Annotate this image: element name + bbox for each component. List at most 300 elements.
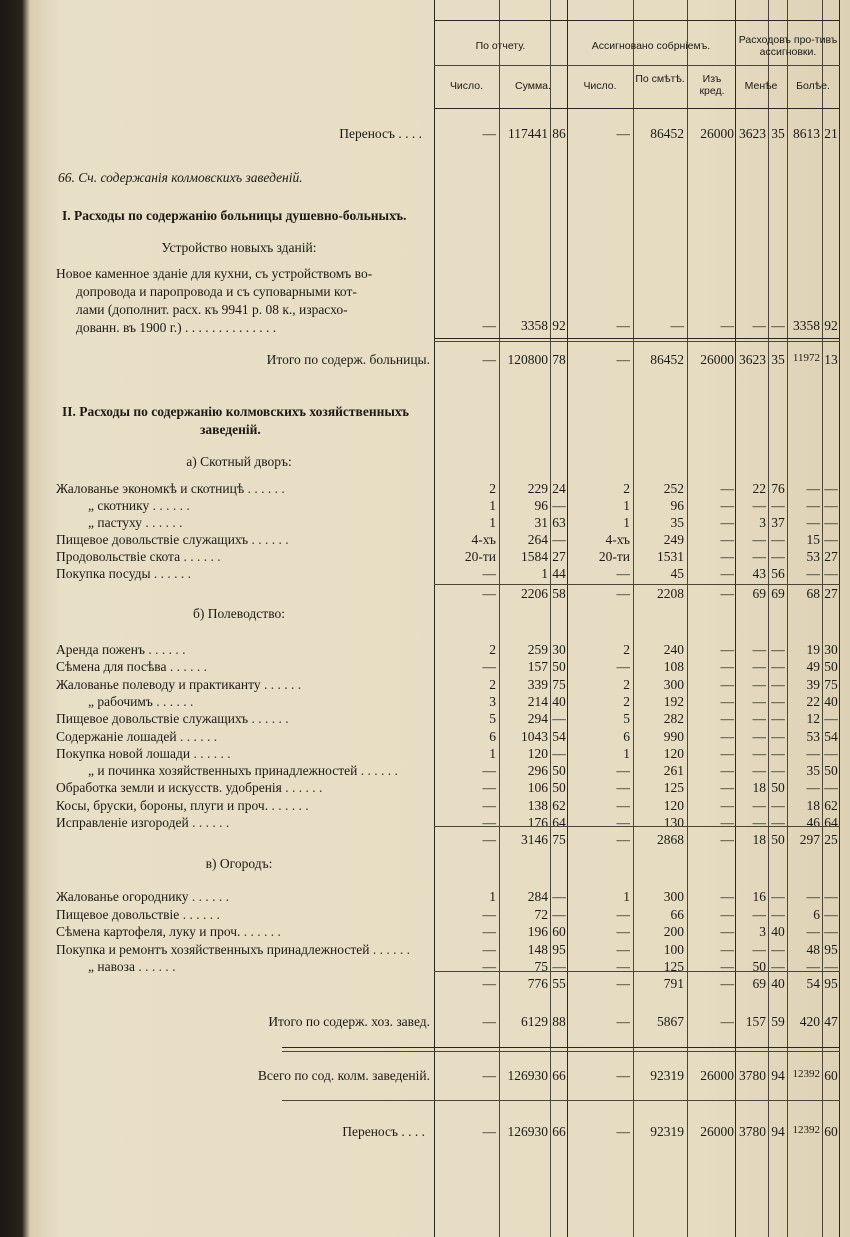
table-row-label: „ и починка хозяйственныхъ принадлежностей . . . . . . (88, 763, 398, 779)
table-cell: — (771, 711, 785, 727)
table-cell: 68 (806, 586, 820, 601)
header-iz-kred: Изъ кред. (699, 73, 725, 97)
row-label-text: Косы, бруски, бороны, плуги и проч. (56, 797, 269, 813)
table-cell: 229 (527, 481, 548, 496)
table-cell: 176 (527, 815, 548, 830)
header-raskhodov: Расходовъ про-тивъ ассигновки. (738, 34, 838, 58)
table-cell: 2 (623, 693, 630, 709)
table-row-label: Покупка новой лошади . . . . . . (56, 745, 231, 761)
table-cell: — (482, 797, 496, 813)
table-cell: 3623 (739, 126, 766, 141)
table-cell: — (771, 941, 785, 957)
table-cell: — (752, 642, 766, 657)
table-cell: 31 (534, 515, 548, 530)
table-cell: 54 (806, 976, 820, 991)
table-cell: — (771, 318, 785, 333)
table-cell: 776 (527, 976, 548, 991)
subtotal-rule (434, 338, 840, 339)
table-cell: 296 (527, 763, 548, 779)
table-cell: 420 (799, 1014, 820, 1029)
table-cell: 26000 (700, 1124, 734, 1139)
table-cell: — (482, 832, 496, 847)
table-cell: 339 (527, 676, 548, 692)
table-cell: — (720, 481, 734, 496)
table-cell: 35 (806, 763, 820, 779)
table-cell: — (771, 676, 785, 692)
table-cell: 22 (752, 481, 766, 496)
table-cell: 27 (552, 549, 566, 564)
novoe-zdanie-line2: допровода и паропровода и съ суповарными кот- (76, 284, 357, 299)
table-cell: 106 (527, 780, 548, 796)
table-cell: — (720, 711, 734, 727)
table-cell: 126930 (507, 1124, 548, 1139)
table-cell: 138 (527, 797, 548, 813)
row-label-text: Исправленіе изгородей (56, 815, 189, 830)
table-cell: — (771, 906, 785, 922)
table-cell: — (752, 763, 766, 779)
table-cell: 35 (771, 352, 785, 367)
table-cell: — (482, 126, 496, 141)
table-cell: 96 (534, 498, 548, 513)
table-cell: 1 (489, 889, 496, 904)
table-cell: 26000 (700, 126, 734, 141)
table-cell: — (720, 797, 734, 813)
sub-v-heading: в) Огородъ: (205, 856, 273, 871)
table-cell: 92 (552, 318, 566, 333)
table-cell: 3358 (793, 318, 820, 333)
table-cell: 5 (489, 711, 496, 727)
table-cell: 120 (663, 745, 684, 761)
table-cell: 157 (527, 659, 548, 675)
table-row-label: Жалованье огороднику . . . . . . (56, 889, 230, 904)
table-cell: 50 (552, 659, 566, 675)
table-cell: 6 (489, 728, 496, 744)
table-cell: — (824, 780, 838, 796)
table-cell: — (616, 797, 630, 813)
table-row-label: „ рабочимъ . . . . . . (88, 693, 194, 709)
table-cell: — (720, 498, 734, 513)
table-cell: 50 (752, 959, 766, 974)
table-cell: — (771, 815, 785, 830)
table-cell: 282 (663, 711, 684, 727)
table-cell: — (482, 815, 496, 830)
table-cell: 92319 (650, 1068, 684, 1083)
table-cell: 50 (771, 832, 785, 847)
table-cell: 48 (806, 941, 820, 957)
table-cell: 3 (759, 924, 766, 939)
table-row-label: Пищевое довольствіе служащихъ . . . . . . (56, 532, 289, 547)
table-cell: — (824, 532, 838, 547)
table-cell: — (720, 780, 734, 796)
table-cell: 294 (527, 711, 548, 727)
table-cell: 76 (771, 481, 785, 496)
row-label-text: Покупка посуды (56, 566, 151, 581)
table-cell: 86452 (650, 352, 684, 367)
table-cell: 18 (752, 832, 766, 847)
table-cell: 56 (771, 566, 785, 581)
table-cell: 261 (663, 763, 684, 779)
table-cell: 64 (824, 815, 838, 830)
table-cell: — (720, 1014, 734, 1029)
table-cell: 86452 (650, 126, 684, 141)
table-cell: 46 (806, 815, 820, 830)
table-cell: 95 (552, 941, 566, 957)
grand-total-rule (282, 1100, 840, 1101)
row-label-text: Пищевое довольствіе (56, 906, 180, 922)
table-cell: 54 (552, 728, 566, 744)
header-chislo-assign: Число. (583, 80, 617, 92)
table-cell: — (752, 676, 766, 692)
table-cell: — (752, 659, 766, 675)
table-cell: 2 (623, 676, 630, 692)
table-cell: 791 (663, 976, 684, 991)
table-cell: 1 (489, 498, 496, 513)
table-row-label: Содержаніе лошадей . . . . . . (56, 728, 218, 744)
table-cell: — (616, 832, 630, 847)
table-cell: 50 (552, 780, 566, 796)
table-cell: — (616, 763, 630, 779)
table-row-label: Покупка и ремонтъ хозяйственныхъ принадлежностей . . . . . . (56, 941, 410, 957)
row-label-text: „ навоза (88, 959, 135, 974)
table-cell: — (752, 815, 766, 830)
table-cell: 40 (552, 693, 566, 709)
table-row-label: Пищевое довольствіе служащихъ . . . . . . (56, 711, 289, 727)
itogo-bolnicy-label: Итого по содерж. больницы. (266, 352, 430, 367)
table-cell: 3780 (739, 1068, 766, 1083)
table-cell: 2208 (657, 586, 684, 601)
table-cell: — (824, 924, 838, 939)
table-row-label: Обработка земли и искусств. удобренія . . . . . . (56, 780, 323, 796)
table-cell: — (806, 959, 820, 974)
table-cell: 59 (771, 1014, 785, 1029)
row-label-text: Обработка земли и искусств. удобренія (56, 780, 282, 796)
table-cell: 55 (552, 976, 566, 991)
table-cell: 264 (527, 532, 548, 547)
table-cell: — (720, 976, 734, 991)
table-cell: 18 (806, 797, 820, 813)
novoe-zdanie-line1: Новое каменное зданіе для кухни, съ устройствомъ во- (56, 266, 373, 281)
table-cell: — (824, 481, 838, 496)
table-cell: 6 (623, 728, 630, 744)
table-cell: — (616, 906, 630, 922)
table-cell: — (720, 889, 734, 904)
table-cell: 1043 (521, 728, 548, 744)
table-cell: — (616, 976, 630, 991)
table-cell: 2 (489, 481, 496, 496)
header-summa: Сумма. (515, 80, 551, 92)
vsego-label: Всего по сод. колм. заведеній. (257, 1068, 430, 1083)
table-cell: 300 (663, 889, 684, 904)
table-cell: — (552, 889, 566, 904)
table-cell: — (552, 498, 566, 513)
table-cell: 40 (771, 924, 785, 939)
table-cell: — (752, 549, 766, 564)
table-cell: 1 (489, 515, 496, 530)
row-label-text: Жалованье экономкѣ и скотницѣ (56, 481, 245, 496)
table-cell: — (552, 959, 566, 974)
table-cell: — (752, 711, 766, 727)
table-cell: 96 (670, 498, 684, 513)
table-cell: 24 (552, 481, 566, 496)
row-label-text: Содержаніе лошадей (56, 728, 177, 744)
table-cell: 3 (489, 693, 496, 709)
table-cell: — (720, 549, 734, 564)
row-label-text: „ скотнику (88, 498, 150, 513)
table-cell: — (752, 318, 766, 333)
table-cell: — (720, 515, 734, 530)
table-cell: 20-ти (598, 549, 630, 564)
table-cell: 1 (623, 889, 630, 904)
table-cell: — (824, 566, 838, 581)
table-cell: 69 (771, 586, 785, 601)
table-cell: — (720, 906, 734, 922)
table-cell: 4-хъ (605, 532, 630, 547)
table-cell: 240 (663, 642, 684, 657)
table-cell: 25 (824, 832, 838, 847)
table-cell: 1584 (521, 549, 548, 564)
table-cell: — (616, 1014, 630, 1029)
table-row-label: Покупка посуды . . . . . . (56, 566, 192, 581)
novoe-zdanie-line3: лами (дополнит. расх. къ 9941 р. 08 к., израсхо- (76, 302, 348, 317)
table-cell: 100 (663, 941, 684, 957)
table-cell: 50 (771, 780, 785, 796)
table-row-label: Сѣмена картофеля, луку и проч. . . . . . . (56, 924, 281, 939)
table-cell: — (752, 941, 766, 957)
table-cell: 45 (670, 566, 684, 581)
table-cell: 49 (806, 659, 820, 675)
table-cell: 43 (752, 566, 766, 581)
table-cell: — (771, 797, 785, 813)
table-cell: — (720, 924, 734, 939)
table-cell: — (824, 959, 838, 974)
table-cell: 2 (489, 676, 496, 692)
perenos-bottom-label: Переносъ . . . . (342, 1124, 425, 1139)
sub-a-heading: а) Скотный дворъ: (186, 454, 292, 469)
table-cell: 92 (824, 318, 838, 333)
table-cell: — (482, 924, 496, 939)
ustroistvo-heading: Устройство новыхъ зданій: (161, 240, 317, 255)
table-cell: 40 (824, 693, 838, 709)
table-row-label: „ пастуху . . . . . . (88, 515, 183, 530)
table-cell: 95 (824, 941, 838, 957)
table-cell: 75 (552, 676, 566, 692)
table-cell: 27 (824, 586, 838, 601)
table-cell: 44 (552, 566, 566, 581)
header-bolee: Болѣе. (796, 80, 830, 92)
table-cell: — (616, 924, 630, 939)
table-cell: 8613 (793, 126, 820, 141)
table-cell: 3 (759, 515, 766, 530)
table-cell: 3146 (521, 832, 548, 847)
table-cell: — (482, 959, 496, 974)
table-cell: — (720, 745, 734, 761)
table-cell: — (771, 959, 785, 974)
table-cell: — (720, 728, 734, 744)
row-label-text: Сѣмена для посѣва (56, 659, 167, 675)
table-cell: — (616, 318, 630, 333)
table-cell: — (482, 1068, 496, 1083)
table-cell: — (806, 889, 820, 904)
row-label-text: Продовольствіе скота (56, 549, 181, 564)
table-cell: 75 (824, 676, 838, 692)
table-cell: 2 (489, 642, 496, 657)
table-cell: 1 (489, 745, 496, 761)
table-cell: — (771, 659, 785, 675)
table-cell: 92319 (650, 1124, 684, 1139)
table-cell: — (616, 126, 630, 141)
table-cell: — (771, 549, 785, 564)
grand-total-rule (282, 1047, 840, 1048)
table-cell: 54 (824, 728, 838, 744)
table-cell: 40 (771, 976, 785, 991)
table-cell: 37 (771, 515, 785, 530)
table-cell: 6 (813, 906, 820, 922)
table-row-label: Косы, бруски, бороны, плуги и проч. . . . . . . (56, 797, 309, 813)
table-cell: — (482, 586, 496, 601)
table-cell: 259 (527, 642, 548, 657)
table-cell: — (771, 889, 785, 904)
table-cell: — (720, 318, 734, 333)
table-cell: 297 (799, 832, 820, 847)
table-cell: 62 (552, 797, 566, 813)
table-cell: 130 (663, 815, 684, 830)
table-cell: 58 (552, 586, 566, 601)
table-cell: 13 (824, 352, 838, 367)
table-cell: — (824, 889, 838, 904)
table-cell: 60 (824, 1124, 838, 1139)
table-cell: 1 (623, 515, 630, 530)
table-cell: — (616, 780, 630, 796)
table-cell: 3780 (739, 1124, 766, 1139)
table-row-label: Продовольствіе скота . . . . . . (56, 549, 221, 564)
table-cell: 990 (663, 728, 684, 744)
table-cell: — (752, 745, 766, 761)
table-cell: — (824, 906, 838, 922)
table-cell: — (771, 532, 785, 547)
table-cell: — (720, 693, 734, 709)
table-cell: 19 (806, 642, 820, 657)
table-cell: 2868 (657, 832, 684, 847)
table-cell: 78 (552, 352, 566, 367)
table-cell: 1 (623, 745, 630, 761)
table-cell: — (552, 906, 566, 922)
table-cell: — (720, 941, 734, 957)
table-cell: — (806, 924, 820, 939)
table-cell: 26000 (700, 1068, 734, 1083)
table-cell: 26000 (700, 352, 734, 367)
table-cell: — (806, 481, 820, 496)
novoe-zdanie-line4: дованн. въ 1900 г.) . . . . . . . . . . . . . . (76, 320, 277, 335)
table-cell: — (482, 976, 496, 991)
table-cell: — (806, 498, 820, 513)
table-cell: — (806, 566, 820, 581)
header-rule (434, 108, 840, 109)
table-cell: 5 (623, 711, 630, 727)
row-label-text: „ и починка хозяйственныхъ принадлежностей (88, 763, 358, 779)
row-label-text: „ пастуху (88, 515, 143, 530)
table-cell: 53 (806, 549, 820, 564)
subtotal-rule (434, 971, 840, 972)
table-cell: — (482, 780, 496, 796)
table-cell: — (482, 1014, 496, 1029)
table-cell: 35 (670, 515, 684, 530)
table-cell: 5867 (657, 1014, 684, 1029)
table-cell: — (482, 763, 496, 779)
row-label-text: Пищевое довольствіе служащихъ (56, 532, 249, 547)
table-cell: 66 (552, 1124, 566, 1139)
table-cell: — (824, 711, 838, 727)
table-cell: — (552, 532, 566, 547)
table-cell: — (752, 498, 766, 513)
table-cell: 88 (552, 1014, 566, 1029)
table-cell: — (720, 566, 734, 581)
table-cell: — (752, 797, 766, 813)
table-cell: 63 (552, 515, 566, 530)
table-cell: 117441 (508, 126, 548, 141)
table-cell: 6129 (521, 1014, 548, 1029)
table-cell: 284 (527, 889, 548, 904)
table-cell: 16 (752, 889, 766, 904)
table-cell: 12392 (792, 1124, 820, 1136)
table-cell: — (720, 959, 734, 974)
table-cell: — (771, 642, 785, 657)
table-cell: — (771, 498, 785, 513)
table-cell: 2 (623, 642, 630, 657)
table-cell: 94 (771, 1124, 785, 1139)
table-row-label: „ навоза . . . . . . (88, 959, 176, 974)
table-cell: — (482, 566, 496, 581)
table-cell: 196 (527, 924, 548, 939)
table-cell: — (616, 586, 630, 601)
table-cell: — (720, 676, 734, 692)
row-label-text: Жалованье полеводу и практиканту (56, 676, 261, 692)
table-cell: — (482, 659, 496, 675)
row-label-text: Покупка новой лошади (56, 745, 191, 761)
subtotal-rule (434, 826, 840, 827)
table-cell: 21 (824, 126, 838, 141)
table-cell: — (720, 642, 734, 657)
table-cell: — (752, 906, 766, 922)
table-cell: 252 (663, 481, 684, 496)
table-cell: 95 (824, 976, 838, 991)
header-assignovano: Ассигновано собрніемъ. (591, 40, 711, 52)
table-cell: — (482, 1124, 496, 1139)
table-row-label: Аренда поженъ . . . . . . (56, 642, 186, 657)
table-cell: 18 (752, 780, 766, 796)
table-cell: 120 (527, 745, 548, 761)
table-cell: 192 (663, 693, 684, 709)
table-cell: 27 (824, 549, 838, 564)
table-cell: — (806, 515, 820, 530)
table-cell: 75 (534, 959, 548, 974)
header-menee: Менѣе (744, 80, 778, 92)
table-cell: — (824, 745, 838, 761)
table-cell: 125 (663, 959, 684, 974)
table-cell: 66 (552, 1068, 566, 1083)
table-cell: — (720, 532, 734, 547)
table-cell: 3358 (521, 318, 548, 333)
table-cell: — (616, 941, 630, 957)
table-cell: — (720, 586, 734, 601)
table-row-label: Сѣмена для посѣва . . . . . . (56, 659, 207, 675)
table-cell: — (752, 728, 766, 744)
table-row-label: Исправленіе изгородей . . . . . . (56, 815, 230, 830)
table-row-label: „ скотнику . . . . . . (88, 498, 190, 513)
header-po-otchetu: По отчету. (475, 40, 526, 52)
table-cell: 108 (663, 659, 684, 675)
table-cell: 1 (541, 566, 548, 581)
table-cell: — (720, 659, 734, 675)
